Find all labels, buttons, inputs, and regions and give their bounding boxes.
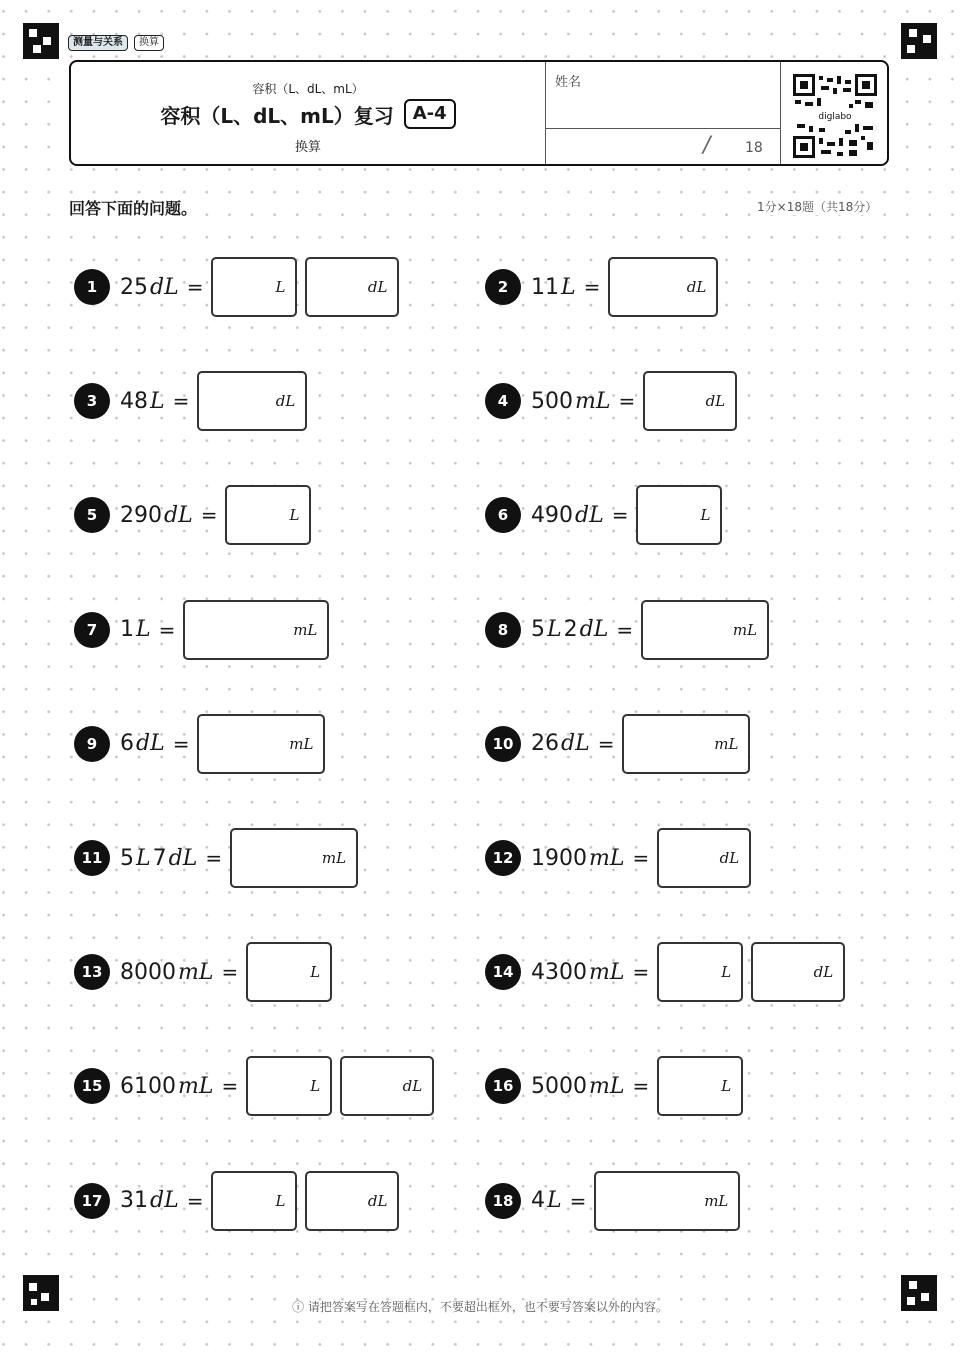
quantity-unit: dL [575,502,604,528]
answer-unit-label: dL [275,392,296,411]
quantity-unit: L [547,1188,562,1214]
answer-unit-label: dL [686,278,707,296]
quantity-unit: dL [579,617,609,643]
question-expression [120,731,167,756]
quantity-unit: dL [561,731,590,757]
answer-unit-label: mL [289,734,314,753]
answer-unit-label: dL [367,278,388,296]
corner-marker-top-right [901,23,937,59]
question-8 [485,599,777,661]
quantity-unit: L [150,388,165,414]
quantity-unit: L [136,617,151,643]
question-number-badge: 5 [74,497,110,533]
quantity-unit: L [547,617,562,643]
quantity-unit: mL [575,388,611,414]
quantity-value: 31 [120,1188,148,1214]
answer-unit-label: L [275,1191,286,1210]
quantity-unit: mL [589,1073,625,1099]
question-3 [74,370,315,432]
quantity-unit: mL [589,959,625,985]
quantity-value: 4300 [531,959,587,985]
question-number-badge: 9 [74,726,110,762]
question-13 [74,941,340,1003]
name-label: 姓名 [555,75,582,90]
category-tags [68,35,164,51]
tag-category: 测量与关系 [68,35,128,51]
answer-box[interactable] [636,485,722,545]
instruction-text: 回答下面的问题。 [69,196,197,219]
answer-unit-label: dL [367,1191,388,1210]
answer-box[interactable] [305,257,399,317]
answer-box[interactable] [657,1056,743,1116]
quantity-value: 4 [531,1188,545,1214]
quantity-value: 500 [531,388,573,414]
question-number-badge: 6 [485,497,521,533]
question-5 [74,484,319,546]
answer-unit-label: L [721,1077,732,1096]
question-expression [120,275,181,300]
equals-sign: = [221,960,239,985]
answer-box[interactable] [594,1171,740,1231]
quantity-unit: mL [178,959,214,985]
equals-sign: = [569,1188,587,1213]
equals-sign: = [186,1188,204,1213]
equals-sign: = [611,503,629,528]
question-expression [120,389,167,414]
answer-box[interactable] [197,714,325,774]
quantity-value: 490 [531,502,573,528]
equals-sign: = [597,731,615,756]
equals-sign: = [583,275,601,299]
question-9 [74,713,333,775]
question-number-badge: 15 [74,1068,110,1104]
answer-unit-label: L [721,963,732,982]
quantity-value: 290 [120,502,162,528]
question-17 [74,1170,407,1232]
quantity-value: 2 [563,617,578,643]
score-field[interactable] [545,129,781,164]
answer-unit-label: dL [719,849,740,867]
quantity-unit: dL [150,274,179,300]
equals-sign: = [200,503,218,528]
equals-sign: = [632,960,650,985]
corner-marker-top-left [23,23,59,59]
quantity-value: 5 [531,617,545,643]
question-expression [120,846,199,871]
answer-box[interactable] [211,257,297,317]
quantity-value: 11 [531,274,559,300]
question-expression [531,617,610,642]
quantity-value: 6 [120,731,134,757]
answer-box[interactable] [230,828,358,888]
question-number-badge: 16 [485,1068,521,1104]
quantity-value: 1900 [531,845,587,871]
title-area [71,62,546,164]
quantity-value: 7 [152,845,167,871]
level-badge: A-4 [404,99,456,129]
question-18 [485,1170,748,1232]
question-number-badge: 8 [485,612,521,648]
question-expression [531,731,592,756]
quantity-value: 26 [531,731,559,757]
score-slash: / [703,133,711,158]
worksheet-subtitle: 容积（L、dL、mL） [252,82,364,96]
points-info: 1分×18题（共18分） [757,200,878,214]
answer-box[interactable] [183,600,329,660]
qr-code-icon [793,74,877,158]
answer-unit-label: mL [321,849,347,867]
equals-sign: = [616,617,634,642]
equals-sign: = [186,275,204,299]
footer-note: ⓘ 请把答案写在答题框内，不要超出框外，也不要写答案以外的内容。 [292,1300,668,1314]
question-expression [120,960,215,985]
question-expression [531,275,578,300]
answer-box[interactable] [197,371,307,431]
question-number-badge: 2 [485,269,521,305]
quantity-unit: dL [168,845,198,871]
answer-box[interactable] [211,1171,297,1231]
answer-box[interactable] [225,485,311,545]
answer-unit-label: L [700,506,711,525]
question-number-badge: 3 [74,383,110,419]
answer-box[interactable] [657,942,743,1002]
question-15 [74,1055,442,1117]
answer-box[interactable] [657,828,751,888]
answer-box[interactable] [643,371,737,431]
title-row [71,99,545,129]
equals-sign: = [205,846,223,870]
question-number-badge: 14 [485,954,521,990]
score-total: 18 [745,140,763,156]
question-11 [74,827,366,889]
quantity-unit: mL [589,845,625,871]
question-number-badge: 12 [485,840,521,876]
answer-unit-label: L [310,963,321,982]
question-14 [485,941,853,1003]
quantity-value: 5000 [531,1073,587,1099]
quantity-unit: L [136,845,151,871]
quantity-unit: L [561,274,576,300]
answer-box[interactable] [246,1056,332,1116]
quantity-value: 5 [120,845,134,871]
question-6 [485,484,730,546]
answer-unit-label: L [289,506,300,525]
quantity-value: 25 [120,274,148,300]
answer-unit-label: mL [732,620,758,639]
worksheet-header [69,60,889,166]
worksheet-title: 容积（L、dL、mL）复习 [160,103,394,128]
question-number-badge: 1 [74,269,110,305]
equals-sign: = [221,1074,239,1099]
question-expression [531,846,626,871]
question-expression [531,1074,626,1099]
answer-unit-label: mL [704,1191,729,1210]
answer-unit-label: dL [402,1077,423,1096]
quantity-unit: dL [164,502,193,528]
equals-sign: = [172,731,190,756]
unit-label: 换算 [294,140,321,155]
question-1 [74,256,407,318]
quantity-unit: mL [178,1073,214,1099]
question-2 [485,256,726,318]
question-expression [531,960,626,985]
question-number-badge: 18 [485,1183,521,1219]
answer-box[interactable] [305,1171,399,1231]
question-number-badge: 4 [485,383,521,419]
question-expression [531,1188,564,1213]
quantity-value: 6100 [120,1073,176,1099]
equals-sign: = [632,846,650,870]
equals-sign: = [618,389,636,414]
question-expression [120,1188,181,1213]
question-16 [485,1055,751,1117]
question-7 [74,599,337,661]
answer-box[interactable] [340,1056,434,1116]
answer-unit-label: mL [714,734,739,753]
quantity-value: 1 [120,617,134,643]
question-10 [485,713,758,775]
question-expression [120,1074,215,1099]
answer-box[interactable] [608,257,718,317]
question-number-badge: 13 [74,954,110,990]
answer-unit-label: dL [813,963,834,982]
answer-box[interactable] [641,600,769,660]
equals-sign: = [172,389,190,414]
question-12 [485,827,759,889]
question-expression [120,503,195,528]
tag-topic: 换算 [134,35,164,51]
quantity-value: 48 [120,388,148,414]
answer-unit-label: L [310,1077,321,1096]
quantity-value: 8000 [120,959,176,985]
quantity-unit: dL [136,731,165,757]
answer-unit-label: dL [705,392,726,411]
question-number-badge: 17 [74,1183,110,1219]
answer-box[interactable] [751,942,845,1002]
question-expression [531,389,612,414]
question-expression [531,503,606,528]
question-expression [120,617,153,642]
question-4 [485,370,745,432]
answer-box[interactable] [622,714,750,774]
answer-unit-label: L [275,278,286,296]
name-field[interactable] [545,62,781,129]
question-number-badge: 7 [74,612,110,648]
quantity-unit: dL [150,1188,179,1214]
answer-box[interactable] [246,942,332,1002]
equals-sign: = [632,1074,650,1099]
question-number-badge: 11 [74,840,110,876]
equals-sign: = [158,617,176,642]
answer-unit-label: mL [293,620,318,639]
qr-label: diglabo [818,112,852,122]
question-number-badge: 10 [485,726,521,762]
